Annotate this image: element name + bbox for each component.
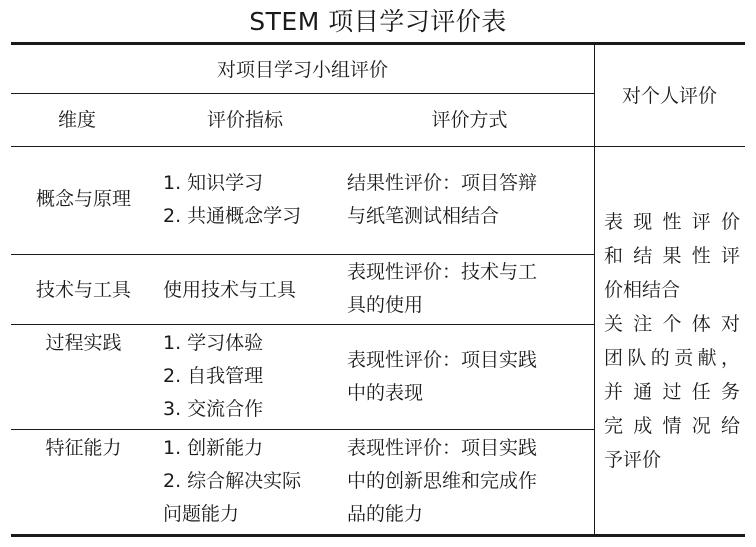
- row-1-indicator-2: 2. 共通概念学习: [163, 205, 302, 227]
- row-3-indicators: [163, 327, 343, 426]
- individual-line-4: 关注个体对: [604, 313, 740, 335]
- row-4-method-line-2: 中的创新思维和完成作: [347, 470, 538, 492]
- row-4-indicator-3: 问题能力: [163, 503, 240, 525]
- column-divider: [594, 45, 595, 534]
- header-bottom-rule: [11, 146, 745, 147]
- row-3-method: [347, 344, 591, 410]
- individual-line-2: 和结果性评: [604, 245, 740, 267]
- individual-evaluation: [604, 205, 740, 477]
- row-4-dimension: 特征能力: [45, 437, 122, 459]
- header-individual: 对个人评价: [621, 85, 717, 107]
- row-3-indicator-1: 1. 学习体验: [163, 332, 264, 354]
- row-2-indicators: [163, 274, 343, 307]
- row-2-method-line-1: 表现性评价：技术与工: [347, 261, 538, 283]
- individual-line-8: 予评价: [604, 449, 662, 471]
- table-bottom-rule: [11, 534, 745, 537]
- header-method: 评价方式: [431, 109, 508, 131]
- row-4-indicator-1: 1. 创新能力: [163, 437, 264, 459]
- table-title: STEM 项目学习评价表: [249, 7, 507, 36]
- row-3-dimension: 过程实践: [45, 332, 122, 354]
- row-1-indicator-1: 1. 知识学习: [163, 172, 264, 194]
- row-4-method-line-3: 品的能力: [347, 503, 424, 525]
- row-2-method: [347, 256, 591, 322]
- row-2-indicator-1: 使用技术与工具: [163, 279, 297, 301]
- row-4-method-line-1: 表现性评价：项目实践: [347, 437, 538, 459]
- row-3-indicator-3: 3. 交流合作: [163, 398, 264, 420]
- individual-line-7: 完成情况给: [604, 415, 740, 437]
- header-group: 对项目学习小组评价: [216, 59, 388, 81]
- individual-line-6: 并通过任务: [604, 381, 740, 403]
- row-1-indicators: [163, 167, 343, 233]
- row-3-method-line-2: 中的表现: [347, 382, 424, 404]
- header-dimension: 维度: [57, 109, 96, 131]
- header-indicator: 评价指标: [206, 109, 283, 131]
- header-divider-rule: [11, 93, 594, 94]
- row-2-method-line-2: 具的使用: [347, 294, 424, 316]
- row-divider-2: [11, 324, 594, 325]
- table-top-rule: [11, 42, 745, 45]
- row-1-method-line-1: 结果性评价：项目答辩: [347, 172, 538, 194]
- row-1-method: [347, 167, 591, 233]
- row-4-indicator-2: 2. 综合解决实际: [163, 470, 302, 492]
- row-1-dimension: 概念与原理: [35, 188, 131, 210]
- row-divider-3: [11, 429, 594, 430]
- row-3-indicator-2: 2. 自我管理: [163, 365, 264, 387]
- row-divider-1: [11, 254, 594, 255]
- row-4-method: [347, 432, 591, 531]
- individual-line-5: 团队的贡献，: [604, 347, 740, 369]
- row-4-indicators: [163, 432, 343, 531]
- row-3-method-line-1: 表现性评价：项目实践: [347, 349, 538, 371]
- row-1-method-line-2: 与纸笔测试相结合: [347, 205, 500, 227]
- individual-line-3: 价相结合: [604, 279, 681, 301]
- individual-line-1: 表现性评价: [604, 211, 740, 233]
- row-2-dimension: 技术与工具: [35, 279, 131, 301]
